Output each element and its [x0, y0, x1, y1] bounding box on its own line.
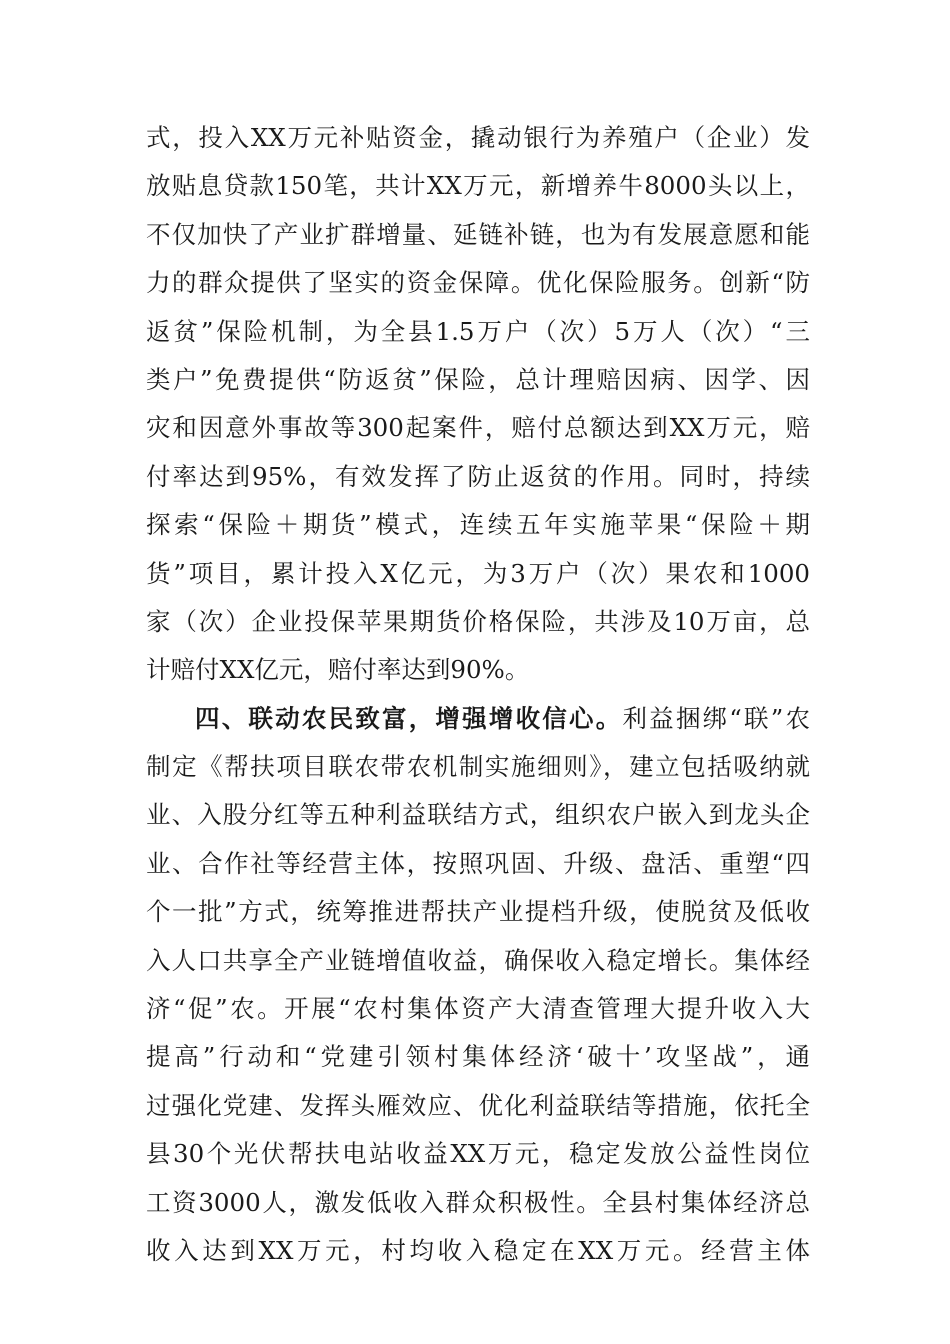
- text-line: 探索“保险＋期货”模式，连续五年实施苹果“保险＋期: [146, 510, 810, 540]
- text-line: 不仅加快了产业扩群增量、延链补链，也为有发展意愿和能: [146, 219, 810, 249]
- text-line: 付率达到95%，有效发挥了防止返贫的作用。同时，持续: [146, 461, 810, 491]
- text-line: 返贫”保险机制，为全县1.5万户（次）5万人（次）“三: [146, 316, 810, 346]
- document-body: [146, 114, 810, 1275]
- text-line: 个一批”方式，统筹推进帮扶产业提档升级，使脱贫及低收: [146, 897, 810, 927]
- paragraph-1: [146, 114, 810, 695]
- text-line: 类户”免费提供“防返贫”保险，总计理赔因病、因学、因: [146, 364, 810, 394]
- text-line: 入人口共享全产业链增值收益，确保收入稳定增长。集体经: [146, 945, 810, 975]
- text-line: 提高”行动和“党建引领村集体经济‘破十’攻坚战”，通: [146, 1042, 810, 1072]
- text-line: 业、入股分红等五种利益联结方式，组织农户嵌入到龙头企: [146, 800, 810, 830]
- section-heading-line: [146, 695, 810, 743]
- text-line: 货”项目，累计投入X亿元，为3万户（次）果农和1000: [146, 558, 810, 588]
- text-line: 过强化党建、发挥头雁效应、优化利益联结等措施，依托全: [146, 1090, 810, 1120]
- text-line: 放贴息贷款150笔，共计XX万元，新增养牛8000头以上，: [146, 171, 810, 201]
- text-line: 灾和因意外事故等300起案件，赔付总额达到XX万元，赔: [146, 413, 810, 443]
- text-line: 计赔付XX亿元，赔付率达到90%。: [146, 655, 530, 685]
- text-line: 制定《帮扶项目联农带农机制实施细则》，建立包括吸纳就: [146, 752, 810, 782]
- text-line: 县30个光伏帮扶电站收益XX万元，稳定发放公益性岗位: [146, 1139, 810, 1169]
- heading-line-text: 利益捆绑“联”农: [622, 703, 810, 733]
- paragraph-2: [146, 695, 810, 1276]
- text-line: 收入达到XX万元，村均收入稳定在XX万元。经营主体: [146, 1235, 810, 1265]
- text-line: 工资3000人，激发低收入群众积极性。全县村集体经济总: [146, 1187, 810, 1217]
- text-line: 式，投入XX万元补贴资金，撬动银行为养殖户（企业）发: [146, 123, 810, 152]
- text-line: 济“促”农。开展“农村集体资产大清查管理大提升收入大: [146, 994, 810, 1024]
- text-line: 力的群众提供了坚实的资金保障。优化保险服务。创新“防: [146, 268, 810, 298]
- text-line: 业、合作社等经营主体，按照巩固、升级、盘活、重塑“四: [146, 848, 810, 878]
- section-heading: 四、联动农民致富，增强增收信心。: [195, 703, 623, 733]
- text-line: 家（次）企业投保苹果期货价格保险，共涉及10万亩，总: [146, 606, 810, 636]
